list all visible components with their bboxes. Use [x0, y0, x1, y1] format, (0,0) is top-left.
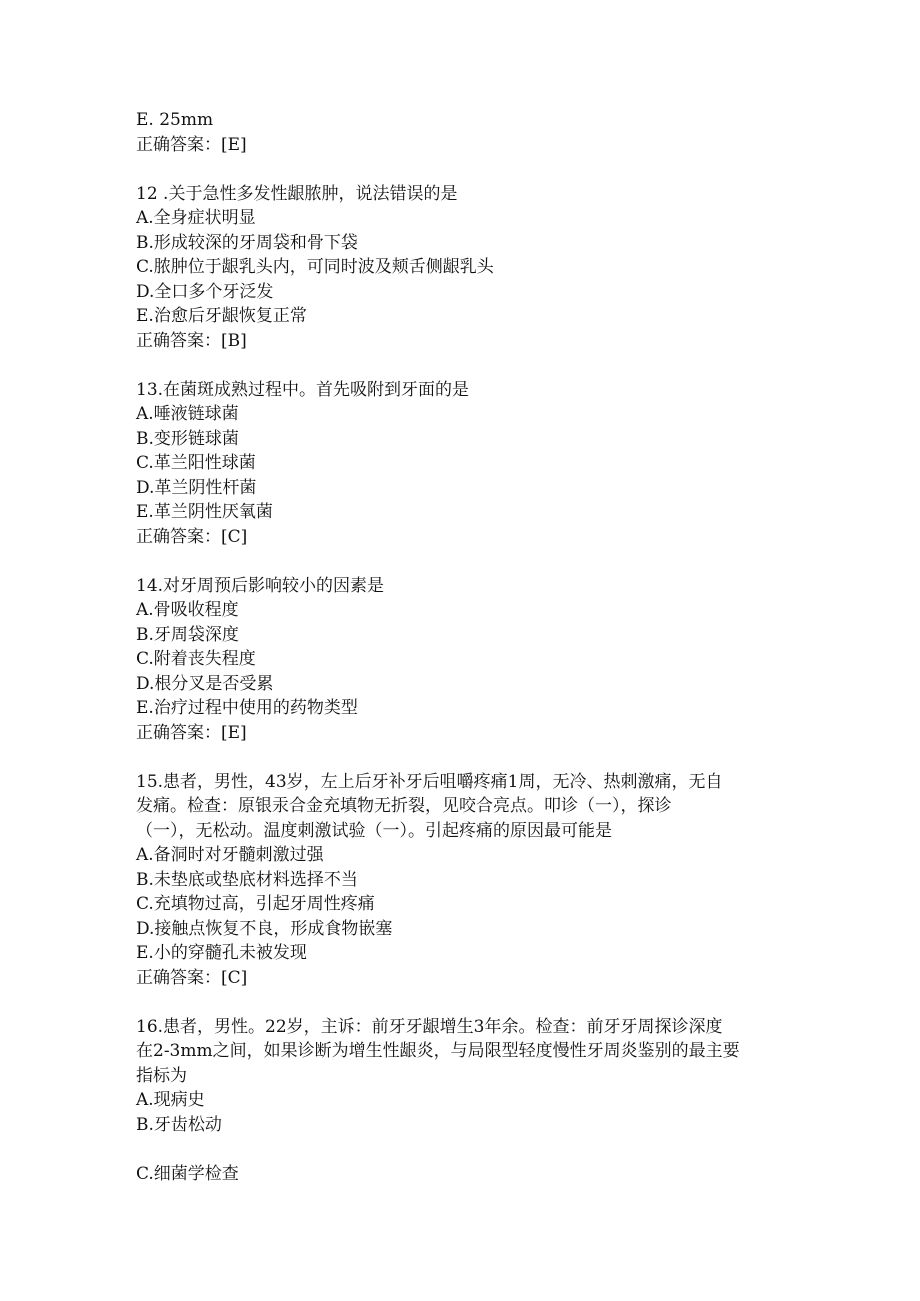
- q15-option-a: A.备洞时对牙髓刺激过强: [136, 845, 324, 865]
- q12-option-b: B.形成较深的牙周袋和骨下袋: [136, 232, 358, 253]
- q12-option-d: D.全口多个牙泛发: [136, 281, 274, 302]
- answer-12: 正确答案：[B]: [136, 330, 247, 351]
- question-13-stem: 13.在菌斑成熟过程中。首先吸附到牙面的是: [136, 379, 470, 400]
- answer-14: 正确答案：[E]: [136, 722, 247, 743]
- q14-option-c: C.附着丧失程度: [136, 649, 256, 669]
- q13-option-b: B.变形链球菌: [136, 428, 239, 449]
- document-page: [136, 108, 796, 1186]
- answer-13: 正确答案：[C]: [136, 526, 248, 547]
- answer-11: 正确答案：[E]: [136, 134, 247, 155]
- q15-option-e: E.小的穿髓孔未被发现: [136, 943, 307, 963]
- question-16-stem-line-3: 指标为: [136, 1065, 187, 1086]
- q15-option-d: D.接触点恢复不良，形成食物嵌塞: [136, 918, 393, 939]
- question-15-stem-line-3: （一），无松动。温度刺激试验（一）。引起疼痛的原因最可能是: [136, 820, 612, 841]
- q12-option-c: C.脓肿位于龈乳头内，可同时波及颊舌侧龈乳头: [136, 257, 494, 277]
- q16-option-b: B.牙齿松动: [136, 1114, 222, 1135]
- q16-option-c: C.细菌学检查: [136, 1163, 239, 1184]
- q14-option-b: B.牙周袋深度: [136, 624, 239, 645]
- q12-option-e: E.治愈后牙龈恢复正常: [136, 306, 307, 326]
- q16-option-a: A.现病史: [136, 1090, 205, 1110]
- q15-option-c: C.充填物过高，引起牙周性疼痛: [136, 894, 375, 914]
- answer-15: 正确答案：[C]: [136, 967, 248, 988]
- question-16-stem-line-2: 在2-3mm之间，如果诊断为增生性龈炎，与局限型轻度慢性牙周炎鉴别的最主要: [136, 1041, 740, 1061]
- q15-option-b: B.未垫底或垫底材料选择不当: [136, 869, 358, 890]
- q13-option-d: D.革兰阴性杆菌: [136, 477, 257, 498]
- q12-option-a: A.全身症状明显: [136, 208, 256, 228]
- question-12-stem: 12 .关于急性多发性龈脓肿，说法错误的是: [136, 183, 458, 204]
- q13-option-c: C.革兰阳性球菌: [136, 453, 256, 473]
- question-16-stem-line-1: 16.患者，男性。22岁，主诉：前牙牙龈增生3年余。检查：前牙牙周探诊深度: [136, 1016, 723, 1037]
- question-14-stem: 14.对牙周预后影响较小的因素是: [136, 575, 385, 596]
- q14-option-e: E.治疗过程中使用的药物类型: [136, 698, 358, 718]
- question-15-stem-line-2: 发痛。检查：原银汞合金充填物无折裂，见咬合亮点。叩诊（一），探诊: [136, 796, 672, 816]
- question-15-stem-line-1: 15.患者，男性，43岁，左上后牙补牙后咀嚼疼痛1周，无冷、热刺激痛，无自: [136, 771, 723, 792]
- q14-option-a: A.骨吸收程度: [136, 600, 239, 620]
- option-e: E. 25mm: [136, 110, 214, 130]
- q13-option-e: E.革兰阴性厌氧菌: [136, 502, 273, 522]
- q13-option-a: A.唾液链球菌: [136, 404, 239, 424]
- q14-option-d: D.根分叉是否受累: [136, 673, 274, 694]
